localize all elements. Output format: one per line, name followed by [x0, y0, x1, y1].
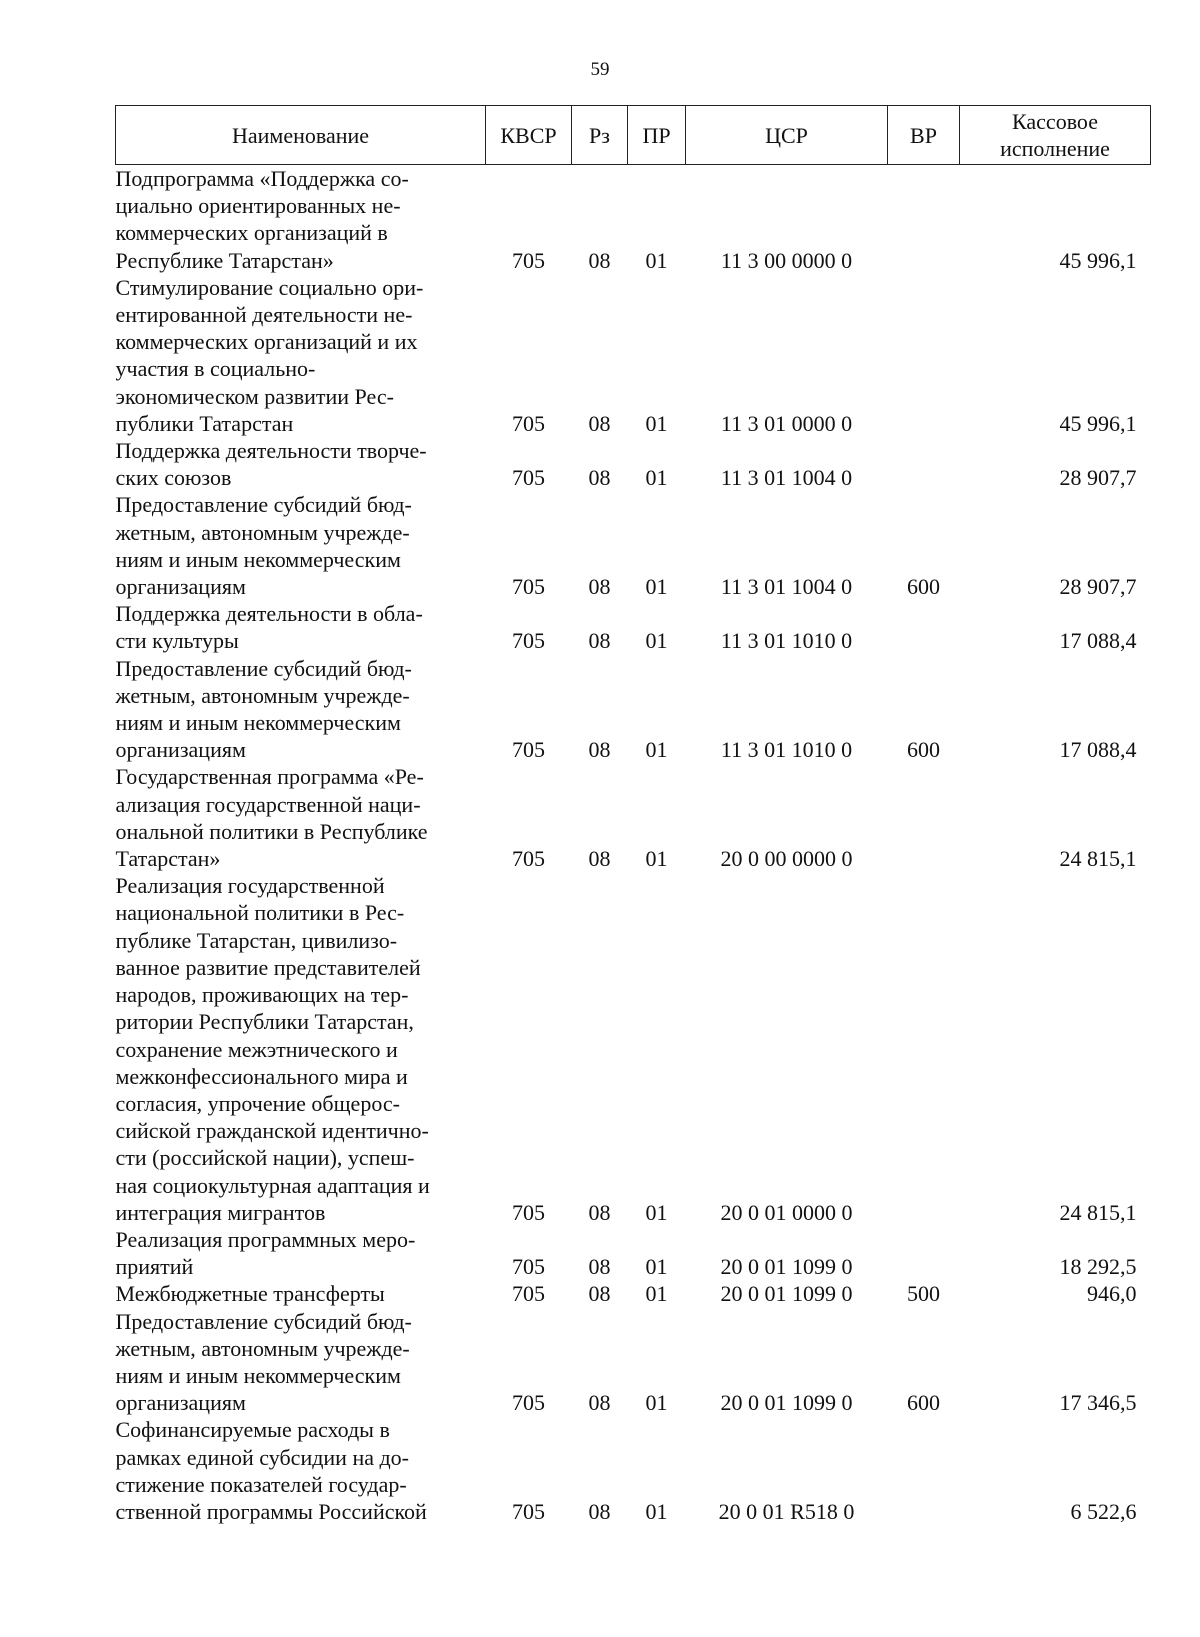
row-name: Поддержка деятельности творче- ских союзов	[115, 438, 427, 491]
table-row	[116, 165, 1151, 274]
row-pr: 01	[645, 574, 668, 600]
row-vr	[888, 1226, 960, 1280]
row-cash-execution: 18 292,5	[1059, 1254, 1137, 1280]
row-cash-execution: 17 088,4	[1059, 628, 1137, 654]
row-vr: 600	[907, 574, 940, 600]
row-csr: 11 3 00 0000 0	[720, 247, 853, 273]
header-vr: ВР	[888, 106, 960, 165]
row-kvsr: 705	[512, 1390, 545, 1416]
row-vr	[888, 165, 960, 274]
row-name: Предоставление субсидий бюд- жетным, автономным учрежде- ниям и иным некоммерческим организациям	[115, 492, 412, 600]
row-pr: 01	[645, 247, 668, 273]
row-vr: 600	[907, 1390, 940, 1416]
table-row	[116, 1226, 1151, 1280]
row-csr: 20 0 01 1099 0	[720, 1390, 853, 1416]
row-vr: 500	[907, 1281, 940, 1307]
row-rz: 08	[588, 574, 611, 600]
row-name: Реализация государственной национальной политики в Рес- публике Татарстан, цивилизо- ванное развитие представителей народов, проживающих на тер- ритории Республики Татарстан, сохранение межэтнического и межконфессионального мира и согласия, упрочение общерос- сийской гражданской идентично- сти (российской нации), успеш- ная социокультурная адаптация и интеграция мигрантов	[115, 873, 430, 1225]
row-kvsr: 705	[512, 737, 545, 763]
row-cash-execution: 45 996,1	[1059, 247, 1137, 273]
table-row	[116, 1308, 1151, 1417]
row-vr	[888, 872, 960, 1226]
row-name: Предоставление субсидий бюд- жетным, автономным учрежде- ниям и иным некоммерческим организациям	[115, 1308, 412, 1416]
row-rz: 08	[588, 410, 611, 436]
header-cash-execution: Кассовое исполнение	[960, 106, 1151, 165]
row-vr	[888, 600, 960, 654]
table-row	[116, 763, 1151, 872]
row-rz: 08	[588, 465, 611, 491]
row-kvsr: 705	[512, 247, 545, 273]
row-cash-execution: 17 346,5	[1059, 1390, 1137, 1416]
row-pr: 01	[645, 410, 668, 436]
table-row	[116, 1280, 1151, 1307]
row-pr: 01	[645, 1390, 668, 1416]
row-csr: 11 3 01 1010 0	[720, 628, 853, 654]
row-cash-execution: 17 088,4	[1059, 737, 1137, 763]
row-name: Реализация программных меро- приятий	[115, 1226, 416, 1280]
row-rz: 08	[588, 1390, 611, 1416]
row-pr: 01	[645, 737, 668, 763]
table-row	[116, 600, 1151, 654]
row-csr: 20 0 01 1099 0	[720, 1281, 853, 1307]
table-row	[116, 491, 1151, 600]
row-cash-execution: 946,0	[1087, 1281, 1137, 1307]
row-kvsr: 705	[512, 1281, 545, 1307]
row-cash-execution: 24 815,1	[1059, 846, 1137, 872]
row-csr: 20 0 01 R518 0	[718, 1498, 855, 1524]
row-name: Стимулирование социально ори- ентированной деятельности не- коммерческих организаций и их участия в социально- экономическом развитии Рес- публики Татарстан	[115, 274, 424, 436]
row-cash-execution: 28 907,7	[1059, 574, 1137, 600]
table-row	[116, 872, 1151, 1226]
table-body	[116, 165, 1151, 1526]
row-csr: 11 3 01 1010 0	[720, 737, 853, 763]
row-rz: 08	[588, 247, 611, 273]
row-csr: 20 0 00 0000 0	[720, 846, 853, 872]
row-kvsr: 705	[512, 846, 545, 872]
row-pr: 01	[645, 1281, 668, 1307]
row-pr: 01	[645, 465, 668, 491]
row-vr	[888, 274, 960, 437]
table-row	[116, 1416, 1151, 1525]
row-kvsr: 705	[512, 465, 545, 491]
table-row	[116, 274, 1151, 437]
table-row	[116, 437, 1151, 491]
budget-table	[115, 105, 1151, 1525]
row-kvsr: 705	[512, 628, 545, 654]
row-csr: 11 3 01 1004 0	[720, 574, 853, 600]
row-pr: 01	[645, 1498, 668, 1524]
row-rz: 08	[588, 1254, 611, 1280]
row-csr: 20 0 01 1099 0	[720, 1254, 853, 1280]
header-name: Наименование	[116, 106, 486, 165]
row-name: Государственная программа «Ре- ализация государственной наци- ональной политики в Республике Татарстан»	[115, 764, 428, 872]
table-row	[116, 655, 1151, 764]
row-pr: 01	[645, 628, 668, 654]
row-csr: 11 3 01 0000 0	[720, 410, 853, 436]
row-vr	[888, 763, 960, 872]
row-cash-execution: 28 907,7	[1059, 465, 1137, 491]
row-pr: 01	[645, 1254, 668, 1280]
row-cash-execution: 24 815,1	[1059, 1199, 1137, 1225]
row-rz: 08	[588, 628, 611, 654]
row-kvsr: 705	[512, 1199, 545, 1225]
row-kvsr: 705	[512, 574, 545, 600]
header-rz: Рз	[572, 106, 628, 165]
row-rz: 08	[588, 737, 611, 763]
row-kvsr: 705	[512, 410, 545, 436]
row-rz: 08	[588, 1498, 611, 1524]
table-header	[116, 106, 1151, 165]
row-vr: 600	[907, 737, 940, 763]
row-name: Поддержка деятельности в обла- сти культуры	[115, 601, 423, 654]
row-name: Подпрограмма «Поддержка со- циально ориентированных не- коммерческих организаций в Республике Татарстан»	[115, 166, 409, 273]
header-kvsr: КВСР	[486, 106, 572, 165]
page-number: 59	[590, 59, 610, 80]
row-csr: 20 0 01 0000 0	[720, 1199, 853, 1225]
row-rz: 08	[588, 846, 611, 872]
row-kvsr: 705	[512, 1254, 545, 1280]
row-vr	[888, 437, 960, 491]
row-cash-execution: 45 996,1	[1059, 410, 1137, 436]
row-rz: 08	[588, 1199, 611, 1225]
row-kvsr: 705	[512, 1498, 545, 1524]
row-rz: 08	[588, 1281, 611, 1307]
row-name: Предоставление субсидий бюд- жетным, автономным учрежде- ниям и иным некоммерческим организациям	[115, 655, 412, 763]
row-pr: 01	[645, 1199, 668, 1225]
header-pr: ПР	[628, 106, 686, 165]
header-csr: ЦСР	[686, 106, 888, 165]
row-name: Софинансируемые расходы в рамках единой субсидии на до- стижение показателей государ- ственной программы Российской	[115, 1417, 427, 1524]
row-vr	[888, 1416, 960, 1525]
row-csr: 11 3 01 1004 0	[720, 465, 853, 491]
row-name: Межбюджетные трансферты	[115, 1281, 385, 1307]
row-cash-execution: 6 522,6	[1070, 1498, 1137, 1524]
row-pr: 01	[645, 846, 668, 872]
